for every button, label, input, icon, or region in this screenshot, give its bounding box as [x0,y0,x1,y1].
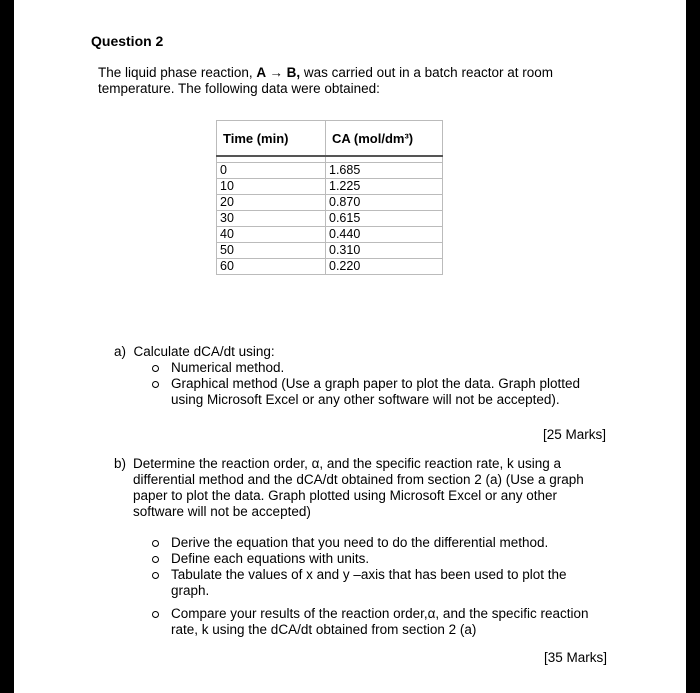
left-border-bar [0,0,14,693]
conc-cell: 0.440 [326,227,443,243]
conc-cell: 0.870 [326,195,443,211]
bullet-circle-icon [152,556,159,563]
table-row [217,211,443,227]
part-a-label: a) [114,344,127,359]
bullet-circle-icon [152,381,159,388]
conc-cell: 0.310 [326,243,443,259]
part-b-marks: [35 Marks] [544,650,608,665]
conc-cell: 0.220 [326,259,443,275]
data-table [216,120,443,275]
time-cell: 0 [217,163,326,179]
bullet-text: Numerical method. [171,360,285,375]
bullet-text: Compare your results of the reaction order,α, and the specific reaction rate, k using the dCA/dt obtained from section 2 (a) [171,606,589,637]
bullet-circle-icon [152,611,159,618]
time-cell: 60 [217,259,326,275]
time-cell: 40 [217,227,326,243]
part-b-bullet-list [152,535,602,638]
header-time: Time (min) [217,121,326,157]
bullet-text: Tabulate the values of x and y –axis that has been used to plot the graph. [171,567,567,598]
bullet-text: Derive the equation that you need to do the differential method. [171,535,549,550]
list-item [152,360,602,376]
bullet-circle-icon [152,540,159,547]
conc-cell: 1.225 [326,179,443,195]
list-item [152,376,602,408]
part-a-heading [114,344,275,360]
part-a-bullet-list [152,360,602,408]
list-item [152,606,602,638]
bullet-circle-icon [152,365,159,372]
intro-paragraph [98,65,578,97]
table-row [217,163,443,179]
time-cell: 20 [217,195,326,211]
question-title: Question 2 [91,33,164,49]
conc-cell: 0.615 [326,211,443,227]
time-cell: 10 [217,179,326,195]
part-a-text: Calculate dCA/dt using: [133,344,275,359]
reaction-equation: A → B, [256,65,301,80]
list-item [152,535,602,551]
bullet-text: Graphical method (Use a graph paper to plot the data. Graph plotted using Microsoft Excel or any other software will not be accepted). [171,376,581,407]
table-row [217,259,443,275]
bullet-text: Define each equations with units. [171,551,370,566]
part-b-text: Determine the reaction order, α, and the specific reaction rate, k using a differential method and the dCA/dt obtained from section 2 (a) (Use a graph paper to plot the data. Graph plotted using Microsoft Excel or any other software will not be accepted) [133,456,584,519]
time-cell: 30 [217,211,326,227]
header-concentration: CA (mol/dm³) [326,121,443,157]
list-item [152,551,602,567]
part-b-label: b) [114,456,127,471]
table-row [217,227,443,243]
intro-text-1: The liquid phase reaction, [98,65,257,80]
conc-cell: 1.685 [326,163,443,179]
part-a-marks: [25 Marks] [543,427,607,442]
bullet-circle-icon [152,572,159,579]
list-item [152,567,602,599]
table-row [217,195,443,211]
time-cell: 50 [217,243,326,259]
intro-text-2: was carried out in a batch reactor at room temperature. The following data were obtained: [98,65,553,96]
table-row [217,179,443,195]
right-border-bar [686,0,700,693]
table-row [217,243,443,259]
